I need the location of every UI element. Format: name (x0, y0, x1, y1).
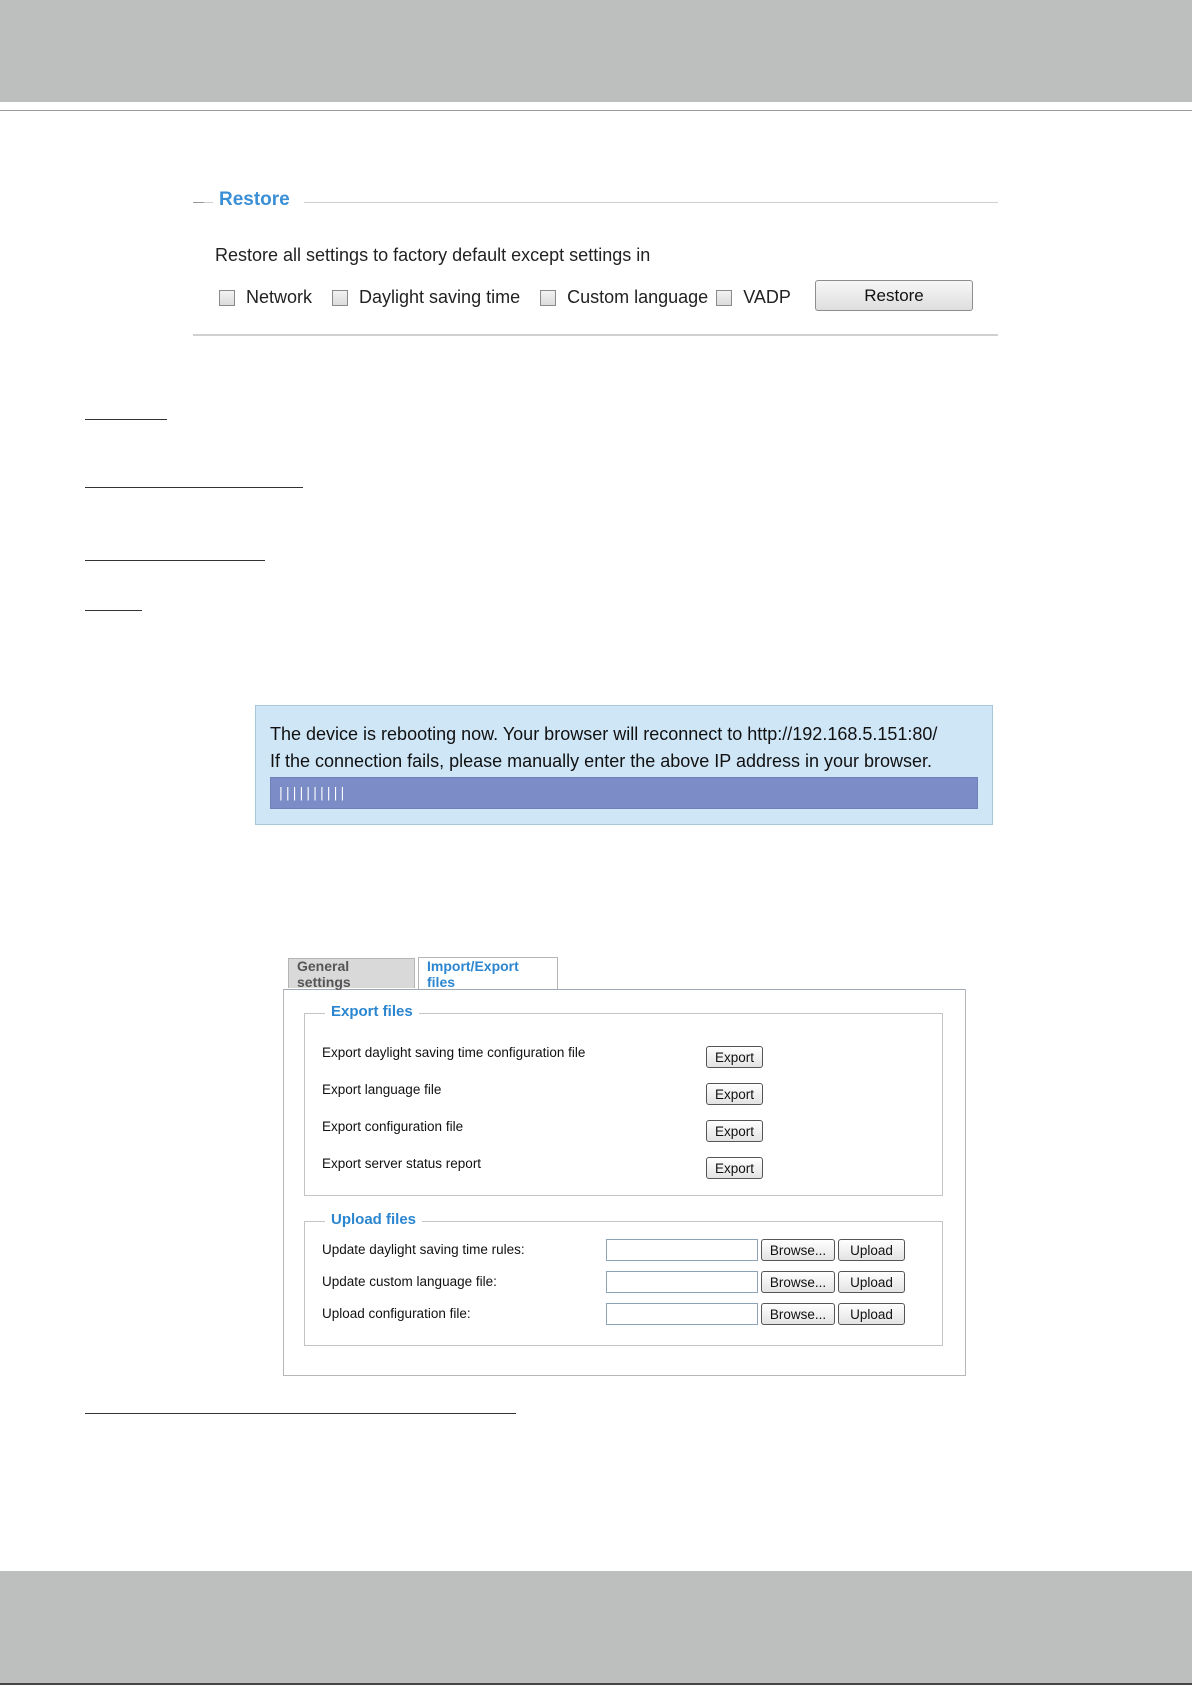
option-daylight-saving[interactable] (332, 287, 520, 308)
network-checkbox[interactable] (219, 290, 235, 306)
export-files-legend: Export files (325, 1003, 419, 1020)
heading-rule (85, 560, 265, 561)
vadp-label: VADP (743, 287, 791, 307)
import-export-panel (283, 989, 966, 1376)
tab-bar (284, 955, 966, 990)
reboot-message-box (255, 705, 993, 825)
heading-rule (85, 610, 142, 611)
legend-dash (193, 202, 207, 204)
vadp-checkbox[interactable] (716, 290, 732, 306)
upload-row-label: Upload configuration file: (322, 1306, 471, 1321)
option-network[interactable] (219, 287, 312, 308)
language-file-input[interactable] (606, 1271, 758, 1293)
heading-rule (85, 487, 303, 488)
daylight-saving-checkbox[interactable] (332, 290, 348, 306)
header-divider (0, 110, 1192, 111)
upload-button[interactable]: Upload (838, 1239, 905, 1261)
daylight-rules-file-input[interactable] (606, 1239, 758, 1261)
restore-description: Restore all settings to factory default except settings in (215, 245, 651, 265)
export-configuration-button[interactable]: Export (706, 1120, 763, 1142)
network-label: Network (246, 287, 313, 307)
export-files-fieldset (304, 1003, 943, 1196)
restore-options (219, 287, 811, 308)
page-footer-band (0, 1571, 1192, 1685)
export-row-label: Export language file (322, 1082, 442, 1097)
heading-rule (85, 419, 167, 420)
browse-button[interactable]: Browse... (761, 1303, 835, 1325)
page-header-band (0, 0, 1192, 102)
progress-ticks: |||||||||| (277, 785, 346, 801)
browse-button[interactable]: Browse... (761, 1271, 835, 1293)
upload-files-fieldset (304, 1211, 943, 1346)
upload-files-legend: Upload files (325, 1211, 422, 1228)
heading-rule (85, 1413, 516, 1414)
export-language-button[interactable]: Export (706, 1083, 763, 1105)
custom-language-checkbox[interactable] (540, 290, 556, 306)
export-row-label: Export server status report (322, 1156, 482, 1171)
reboot-message-line-1: The device is rebooting now. Your browser will reconnect to http://192.168.5.151:80/ (270, 724, 938, 744)
export-status-report-button[interactable]: Export (706, 1157, 763, 1179)
upload-row-label: Update daylight saving time rules: (322, 1242, 525, 1257)
upload-button[interactable]: Upload (838, 1303, 905, 1325)
reboot-progress-bar (270, 777, 978, 809)
option-vadp[interactable] (716, 287, 791, 308)
reboot-message-line-2: If the connection fails, please manually enter the above IP address in your browser. (270, 751, 933, 771)
configuration-file-input[interactable] (606, 1303, 758, 1325)
daylight-saving-label: Daylight saving time (359, 287, 521, 307)
restore-button[interactable]: Restore (815, 280, 973, 311)
restore-panel (193, 189, 998, 336)
tab-general-settings[interactable]: General settings (288, 958, 415, 988)
custom-language-label: Custom language (567, 287, 709, 307)
upload-button[interactable]: Upload (838, 1271, 905, 1293)
restore-legend: Restore (213, 189, 304, 211)
option-custom-language[interactable] (540, 287, 708, 308)
upload-row-label: Update custom language file: (322, 1274, 497, 1289)
export-row-label: Export daylight saving time configuration file (322, 1045, 586, 1060)
export-daylight-button[interactable]: Export (706, 1046, 763, 1068)
export-row-label: Export configuration file (322, 1119, 464, 1134)
tab-import-export-files[interactable]: Import/Export files (418, 957, 558, 989)
browse-button[interactable]: Browse... (761, 1239, 835, 1261)
